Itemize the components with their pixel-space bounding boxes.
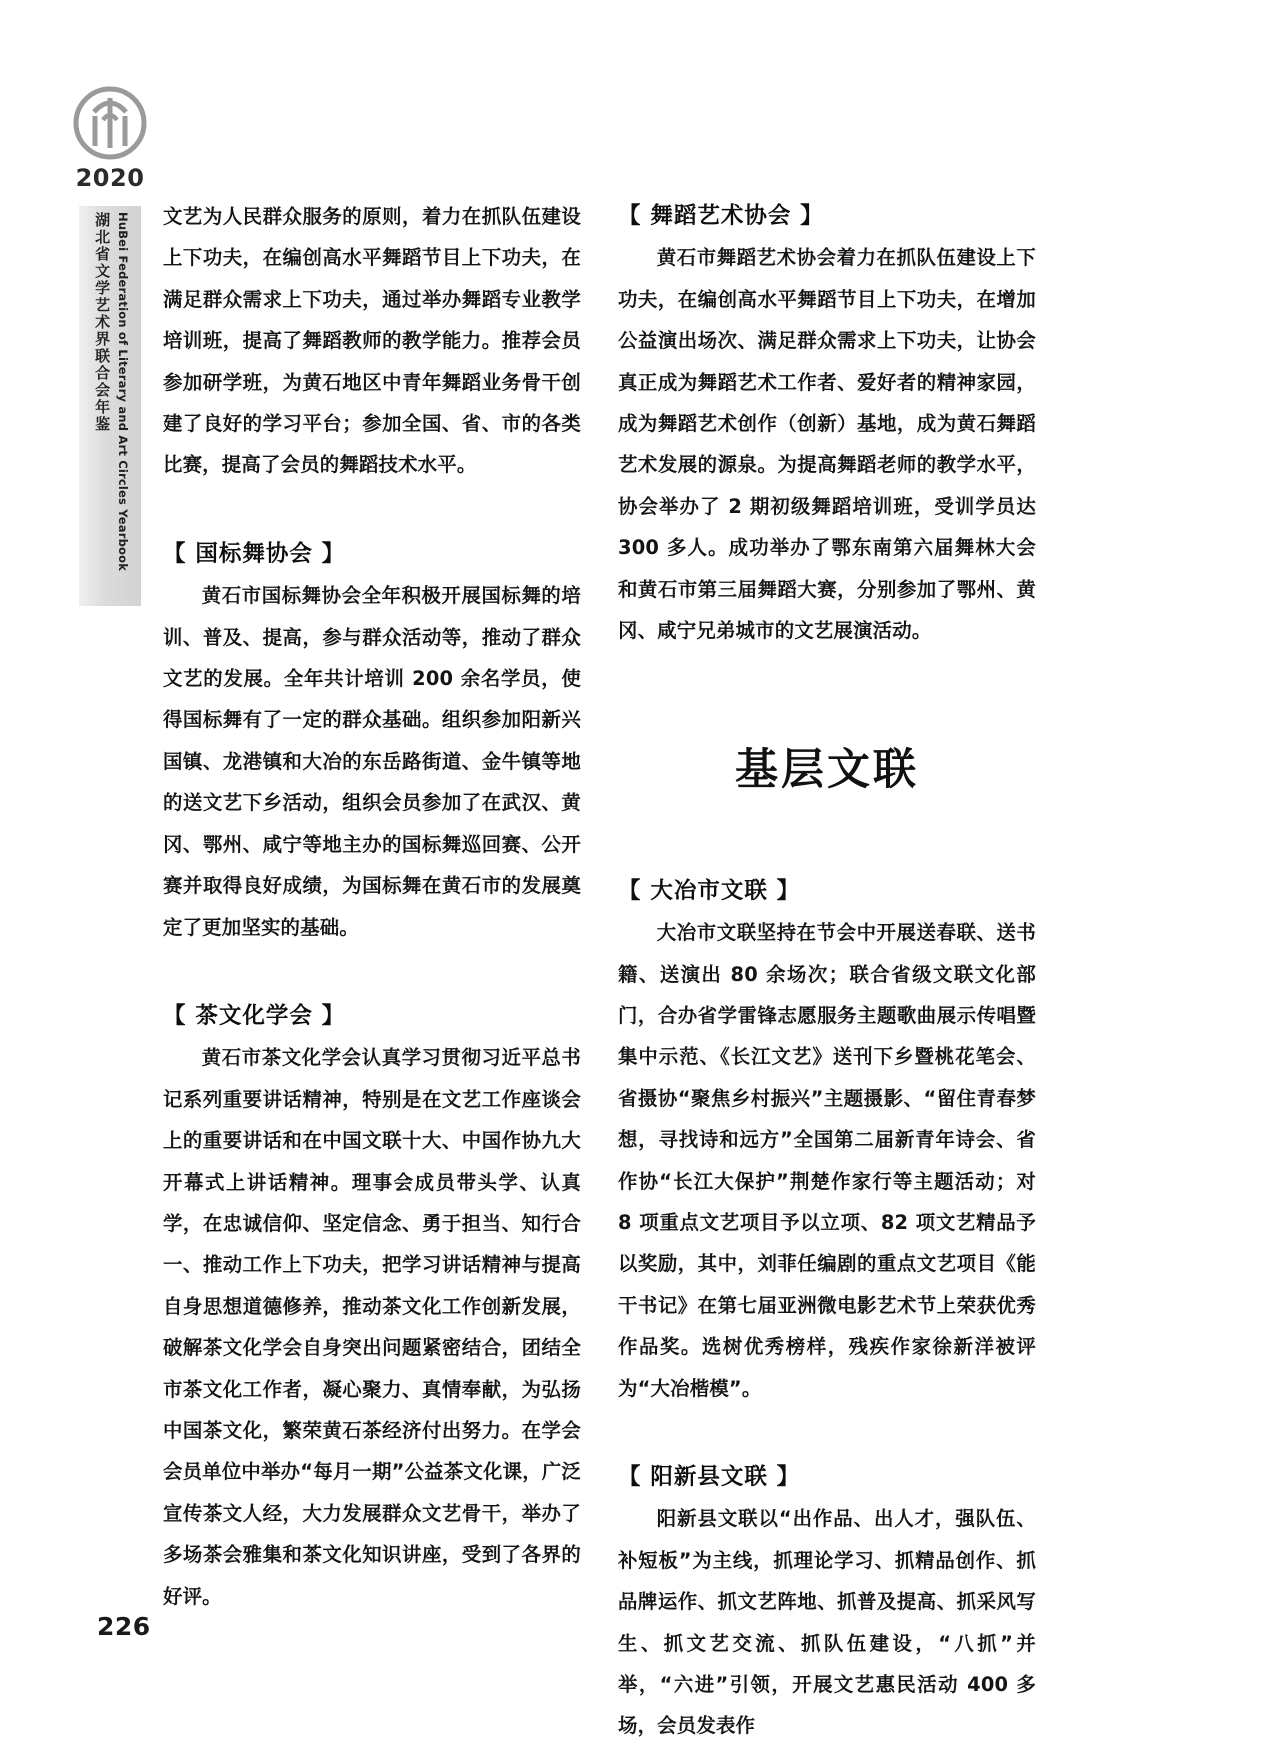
continued-paragraph: 文艺为人民群众服务的原则，着力在抓队伍建设上下功夫，在编创高水平舞蹈节目上下功夫，在满足群众需求上下功夫，通过举办舞蹈专业教学培训班，提高了舞蹈教师的教学能力。推荐会员参加研学班，为黄石地区中青年舞蹈业务骨干创建了良好的学习平台；参加全国、省、市的各类比赛，提高了会员的舞蹈技术水平。 <box>163 205 581 477</box>
section-body-chawenhua: 黄石市茶文化学会认真学习贯彻习近平总书记系列重要讲话精神，特别是在文艺工作座谈会上的重要讲话和在中国文联十大、中国作协九大开幕式上讲话精神。理事会成员带头学、认真学，在忠诚信仰、坚定信念、勇于担当、知行合一、推动工作上下功夫，把学习讲话精神与提高自身思想道德修养，推动茶文化工作创新发展，破解茶文化学会自身突出问题紧密结合，团结全市茶文化工作者，凝心聚力、真情奉献，为弘扬中国茶文化，繁荣黄石茶经济付出努力。在学会会员单位中举办“每月一期”公益茶文化课，广泛宣传茶文人经，大力发展群众文艺骨干，举办了多场茶会雅集和茶文化知识讲座，受到了各界的好评。 <box>163 1046 581 1608</box>
section-body-daye: 大冶市文联坚持在节会中开展送春联、送书籍、送演出 80 余场次；联合省级文联文化部门，合办省学雷锋志愿服务主题歌曲展示传唱暨集中示范、《长江文艺》送刊下乡暨桃花笔会、省摄协“聚焦乡村振兴”主题摄影、“留住青春梦想，寻找诗和远方”全国第二届新青年诗会、省作协“长江大保护”荆楚作家行等主题活动；对 8 项重点文艺项目予以立项、82 项文艺精品予以奖励，其中，刘菲任编剧的重点文艺项目《能干书记》在第七届亚洲微电影艺术节上荣获优秀作品奖。选树优秀榜样，残疾作家徐新洋被评为“大冶楷模”。 <box>618 921 1036 1400</box>
text-column-left <box>163 196 581 1617</box>
major-section-heading: 基层文联 <box>735 745 919 796</box>
page-number: 226 <box>97 1612 151 1641</box>
section-body-yangxin: 阳新县文联以“出作品、出人才，强队伍、补短板”为主线，抓理论学习、抓精品创作、抓品牌运作、抓文艺阵地、抓普及提高、抓采风写生、抓文艺交流、抓队伍建设，“八抓”并举，“六进”引领，开展文艺惠民活动 400 多场，会员发表作 <box>618 1507 1036 1738</box>
year-badge: 2020 <box>75 164 145 192</box>
section-heading-wudao: 【 舞蹈艺术协会 】 <box>618 203 824 229</box>
vertical-title-cn: 湖北省文学艺术界联合会年鉴 <box>93 212 112 433</box>
spacer <box>163 486 581 534</box>
spacer <box>618 651 1036 747</box>
vertical-title-en: HuBei Federation of Literary and Art Circles Yearbook <box>116 212 131 572</box>
spacer <box>163 948 581 996</box>
section-body-wudao: 黄石市舞蹈艺术协会着力在抓队伍建设上下功夫，在编创高水平舞蹈节目上下功夫，在增加公益演出场次、满足群众需求上下功夫，让协会真正成为舞蹈艺术工作者、爱好者的精神家园，成为舞蹈艺术创作（创新）基地，成为黄石舞蹈艺术发展的源泉。为提高舞蹈老师的教学水平，协会举办了 2 期初级舞蹈培训班，受训学员达 300 多人。成功举办了鄂东南第六届舞林大会和黄石市第三届舞蹈大赛，分别参加了鄂州、黄冈、咸宁兄弟城市的文艺展演活动。 <box>618 246 1036 643</box>
section-heading-daye: 【 大冶市文联 】 <box>618 877 801 904</box>
running-head <box>62 86 158 606</box>
spacer <box>618 1409 1036 1457</box>
section-body-guobiaowu: 黄石市国标舞协会全年积极开展国标舞的培训、普及、提高，参与群众活动等，推动了群众文艺的发展。全年共计培训 200 余名学员，使得国标舞有了一定的群众基础。组织参加阳新兴国镇、龙港镇和大冶的东岳路街道、金牛镇等地的送文艺下乡活动，组织会员参加了在武汉、黄冈、鄂州、咸宁等地主办的国标舞巡回赛、公开赛并取得良好成绩，为国标舞在黄石市的发展奠定了更加坚实的基础。 <box>163 584 581 939</box>
section-heading-guobiaowu: 【 国标舞协会 】 <box>163 540 346 567</box>
vertical-title-band <box>79 206 141 606</box>
text-column-right <box>618 196 1036 1747</box>
yearbook-emblem-icon <box>73 86 147 160</box>
section-heading-yangxin: 【 阳新县文联 】 <box>618 1464 801 1491</box>
spacer <box>618 795 1036 871</box>
section-heading-chawenhua: 【 茶文化学会 】 <box>163 1002 346 1029</box>
